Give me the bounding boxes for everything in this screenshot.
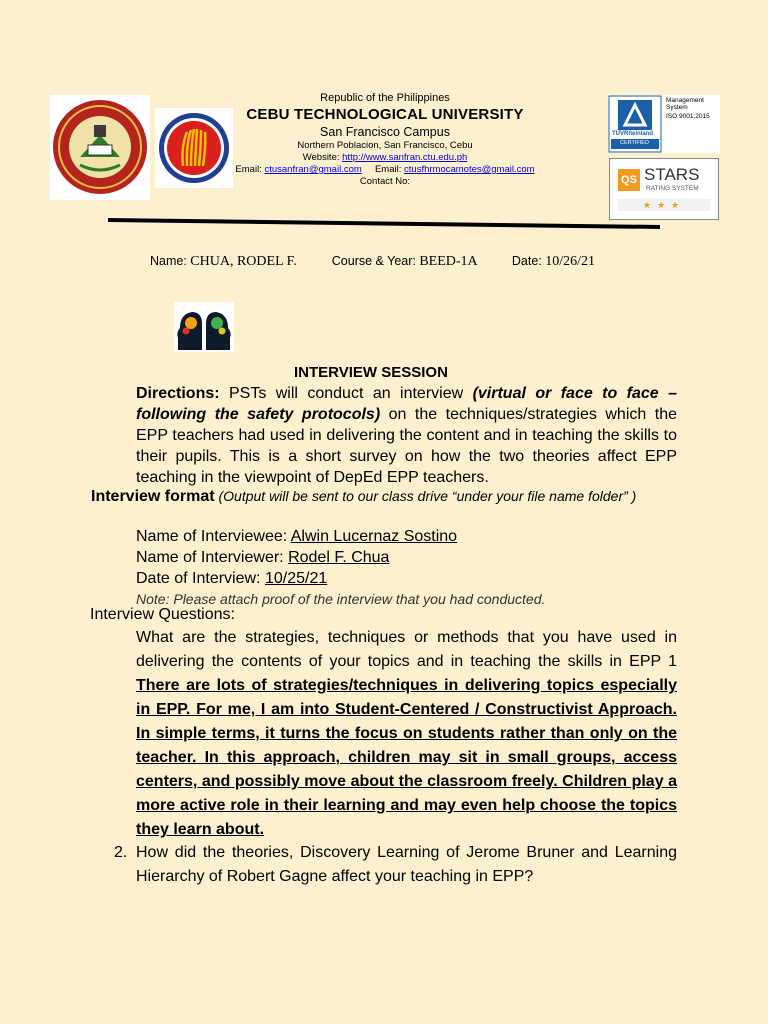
questions-heading: Interview Questions:	[90, 606, 235, 623]
address-line: Northern Poblacion, San Francisco, Cebu	[297, 140, 473, 151]
qs-stars-badge	[609, 158, 719, 220]
interview-date-row	[136, 568, 545, 589]
student-date: 10/26/21	[545, 254, 596, 269]
tuv-system-text: Management System	[666, 97, 704, 111]
directions-italic: (virtual or face to face – following the safety protocols)	[136, 385, 677, 423]
question-1	[136, 626, 677, 842]
directions-text-2: on the techniques/strategies which the EPP teachers had used in delivering the content and in teaching the skills to their pupils. This is a short survey on how the two theories affect EPP teaching in the viewpoint of DepEd EPP teachers.	[136, 406, 677, 486]
website-label: Website:	[302, 152, 343, 163]
course-label: Course & Year:	[331, 254, 420, 268]
directions-text-1: PSTs will conduct an interview	[219, 385, 473, 402]
interviewer-label: Name of Interviewer:	[136, 549, 289, 566]
republic-line: Republic of the Philippines	[320, 92, 450, 104]
email-link-2[interactable]: ctusfhrmocamotes@gmail.com	[404, 164, 535, 175]
question-1-text: What are the strategies, techniques or methods that you have used in delivering the contents of your topics and in teaching the skills in EPP 1	[136, 629, 677, 670]
format-label: Interview format	[91, 488, 215, 505]
letterhead	[200, 92, 570, 187]
student-course: BEED-1A	[419, 254, 477, 269]
email-line	[200, 164, 570, 175]
interviewee-name: Alwin Lucernaz Sostino	[290, 528, 458, 545]
header-divider	[108, 216, 660, 229]
page-title: INTERVIEW SESSION	[294, 364, 448, 381]
tuv-certified: CERTIFIED	[620, 140, 649, 146]
interview-date: 10/25/21	[264, 570, 328, 587]
tuv-brand: TÜVRheinland	[612, 131, 654, 137]
student-name: CHUA, RODEL F.	[190, 254, 297, 269]
question-2-text: How did the theories, Discovery Learning of Jerome Bruner and Learning Hierarchy of Robert Gagne affect your teaching in EPP?	[136, 844, 677, 885]
contact-line: Contact No:	[359, 176, 411, 187]
qs-star-row-icon: ★★★	[618, 199, 710, 211]
qs-rating-text: RATING SYSTEM	[646, 185, 699, 192]
question-1-number: 1.	[116, 629, 130, 646]
qs-stars-title: STARS	[644, 165, 700, 184]
date-label: Date:	[511, 254, 546, 268]
tuv-iso-text: ISO 9001:2015	[666, 113, 710, 120]
student-info-line	[150, 254, 595, 270]
interview-date-label: Date of Interview:	[136, 570, 265, 587]
question-2-number: 2.	[114, 844, 128, 861]
tuv-certification-badge	[608, 95, 720, 153]
interviewer-row	[136, 547, 545, 568]
campus-name: San Francisco Campus	[320, 125, 450, 139]
interview-details	[136, 526, 545, 610]
interviewer-name: Rodel F. Chua	[288, 549, 390, 566]
website-line	[200, 152, 570, 163]
university-name: CEBU TECHNOLOGICAL UNIVERSITY	[246, 106, 524, 123]
email-link-1[interactable]: ctusanfran@gmail.com	[264, 164, 362, 175]
format-note: (Output will be sent to our class drive “under your file name folder” )	[214, 488, 637, 504]
two-heads-gears-icon	[174, 302, 234, 352]
email-label-1: Email:	[235, 164, 265, 175]
university-seal-logo	[50, 95, 150, 200]
interviewee-label: Name of Interviewee:	[136, 528, 291, 545]
answer-1-text: There are lots of strategies/techniques in delivering topics especially in EPP. For me, I am into Student-Centered / Constructivist Approach. In simple terms, it turns the focus on students rather than only on the teacher. In this approach, children may sit in small groups, access centers, and possibly move about the classroom freely. Children play a more active role in their learning and may even help choose the topics they learn about.	[136, 677, 677, 838]
email-label-2: Email:	[374, 164, 405, 175]
name-label: Name:	[150, 254, 191, 268]
directions-label: Directions:	[136, 385, 220, 402]
interviewee-row	[136, 526, 545, 547]
qs-logo: QS	[618, 169, 640, 191]
website-link[interactable]: http://www.sanfran.ctu.edu.ph	[342, 152, 468, 163]
interview-format	[91, 488, 677, 505]
attach-proof-note: Note: Please attach proof of the interview that you had conducted.	[136, 591, 546, 607]
directions-paragraph	[136, 383, 677, 488]
